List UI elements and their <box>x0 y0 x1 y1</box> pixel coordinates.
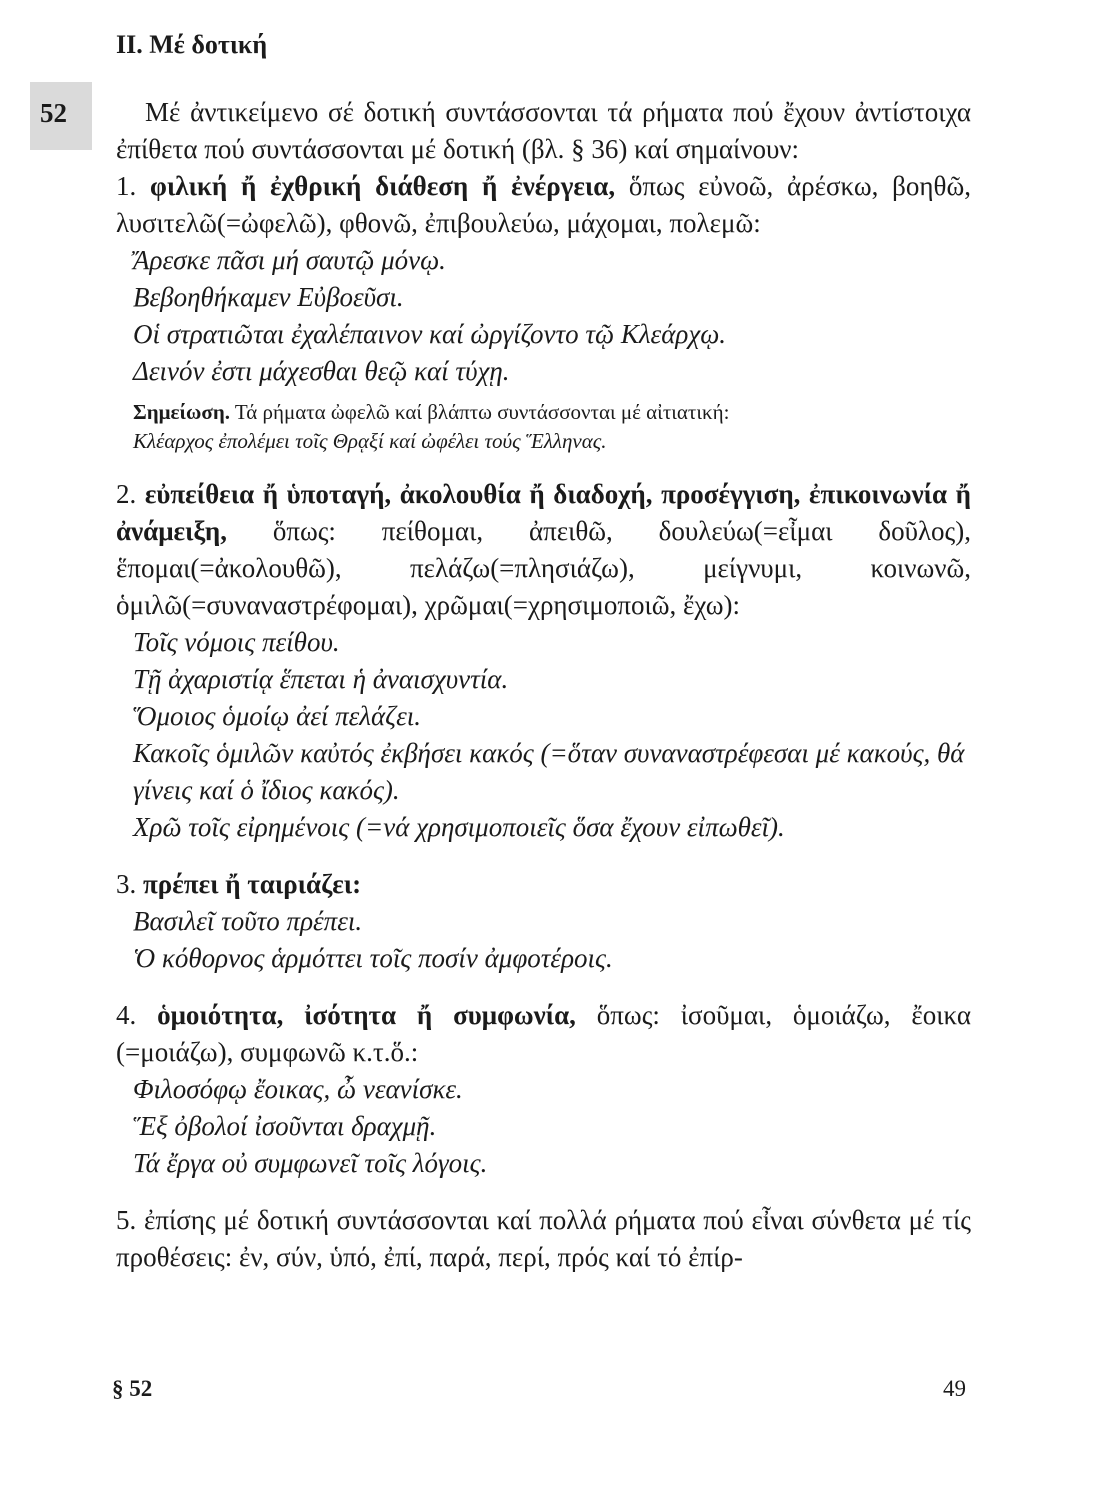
page-heading: II. Μέ δοτική <box>116 30 268 59</box>
main-content <box>116 94 971 1276</box>
example-line: Βεβοηθήκαμεν Εὐβοεῦσι. <box>133 282 404 312</box>
item-number: 1. <box>116 171 137 201</box>
item-title: ὁμοιότητα, ἰσότητα ἤ συμφωνία, <box>157 1000 576 1030</box>
item-title: εὐπείθεια ἤ ὑποταγή, ἀκολουθία ἤ διαδοχή, προσέγγιση, ἐπικοινωνία ἤ ἀνάμειξη, <box>116 479 971 546</box>
example-line: Ὁ κόθορνος ἁρμόττει τοῖς ποσίν ἀμφοτέροις. <box>133 943 613 973</box>
item-number: 2. <box>116 479 137 509</box>
item-body: ὅπως: ἰσοῦμαι, ὁμοιάζω, ἔοικα (=μοιάζω), συμφωνῶ κ.τ.ὅ.: <box>116 1000 972 1067</box>
example-line: Τοῖς νόμοις πείθου. <box>133 627 340 657</box>
list-item-5 <box>116 1202 971 1276</box>
note-paragraph <box>116 398 971 456</box>
example-line: Χρῶ τοῖς εἰρημένοις (=νά χρησιμοποιεῖς ὅσα ἔχουν εἰπωθεῖ). <box>133 812 785 842</box>
example-line: Ἄρεσκε πᾶσι μή σαυτῷ μόνῳ. <box>133 245 446 275</box>
footer-section-ref: § 52 <box>112 1376 153 1401</box>
example-line: Τά ἔργα οὐ συμφωνεῖ τοῖς λόγοις. <box>133 1148 488 1178</box>
item-body: ὅπως εὐνοῶ, ἀρέσκω, βοηθῶ, λυσιτελῶ(=ὠφελῶ), φθονῶ, ἐπιβουλεύω, μάχομαι, πολεμῶ: <box>116 171 971 238</box>
item-number: 5. <box>116 1205 137 1235</box>
item-number: 4. <box>116 1000 137 1030</box>
page-number: 49 <box>943 1376 966 1401</box>
section-number: 52 <box>40 98 67 128</box>
item-body: ὅπως: πείθομαι, ἀπειθῶ, δουλεύω(=εἶμαι δοῦλος), ἕπομαι(=ἀκολουθῶ), πελάζω(=πλησιάζω), μείγνυμι, κοινωνῶ, ὁμιλῶ(=συναναστρέφομαι), χρῶμαι(=χρησιμοποιῶ, ἔχω): <box>116 516 971 620</box>
example-line: Ὅμοιος ὁμοίῳ ἀεί πελάζει. <box>133 701 421 731</box>
example-line: Οἱ στρατιῶται ἐχαλέπαινον καί ὠργίζοντο τῷ Κλεάρχῳ. <box>133 319 727 349</box>
example-line: Κακοῖς ὁμιλῶν καὐτός ἐκβήσει κακός (=ὅταν συναναστρέφεσαι μέ κακούς, θά γίνεις καί ὁ ἴδιος κακός). <box>133 738 965 805</box>
item-title: φιλική ἤ ἐχθρική διάθεση ἤ ἐνέργεια, <box>150 171 616 201</box>
example-line: Ἕξ ὀβολοί ἰσοῦνται δραχμῇ. <box>133 1111 437 1141</box>
note-title: Σημείωση. <box>133 400 230 424</box>
list-item-1 <box>116 168 971 242</box>
example-line: Φιλοσόφῳ ἔοικας, ὦ νεανίσκε. <box>133 1074 463 1104</box>
intro-paragraph: Μέ ἀντικείμενο σέ δοτική συντάσσονται τά ρήματα πού ἔχουν ἀντίστοιχα ἐπίθετα πού συντάσσονται μέ δοτική (βλ. § 36) καί σημαίνουν: <box>116 97 971 164</box>
example-line: Δεινόν ἐστι μάχεσθαι θεῷ καί τύχῃ. <box>133 356 510 386</box>
note-text: Τά ρήματα ὠφελῶ καί βλάπτω συντάσσονται μέ αἰτιατική: <box>230 400 730 424</box>
list-item-4 <box>116 997 971 1071</box>
item-number: 3. <box>116 869 137 899</box>
example-line: Τῇ ἀχαριστίᾳ ἕπεται ἡ ἀναισχυντία. <box>133 664 509 694</box>
list-item-2 <box>116 476 971 624</box>
note-example: Κλέαρχος ἐπολέμει τοῖς Θρᾳξί καί ὠφέλει τούς Ἕλληνας. <box>133 429 607 453</box>
item-title: πρέπει ἤ ταιριάζει: <box>143 869 362 899</box>
example-line: Βασιλεῖ τοῦτο πρέπει. <box>133 906 363 936</box>
item-body: ἐπίσης μέ δοτική συντάσσονται καί πολλά ρήματα πού εἶναι σύνθετα μέ τίς προθέσεις: ἐν, σύν, ὑπό, ἐπί, παρά, περί, πρός καί τό ἐπίρ- <box>116 1205 971 1272</box>
list-item-3 <box>116 866 971 903</box>
